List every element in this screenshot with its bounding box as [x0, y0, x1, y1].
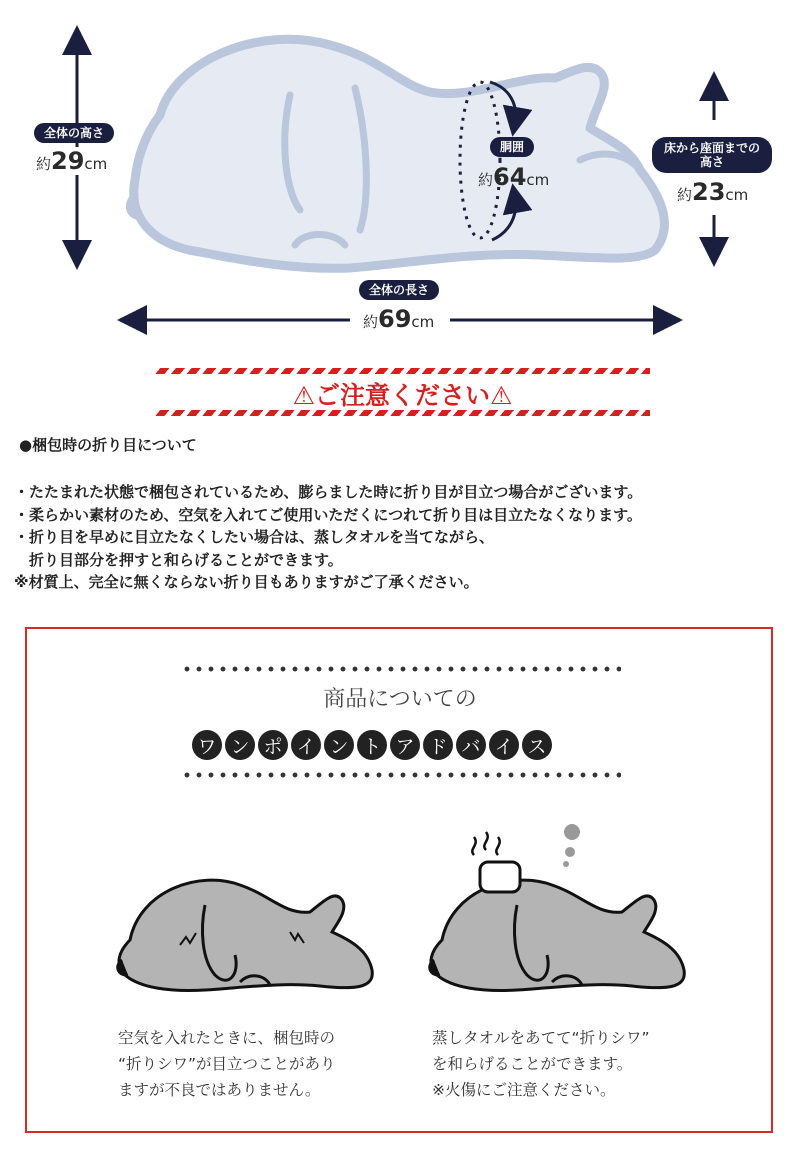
advice-subtitle-char: ン: [225, 730, 255, 760]
length-label: 全体の長さ: [359, 280, 439, 300]
left-caption: 空気を入れたときに、梱包時の “折りシワ”が目立つことがあり ますが不良ではありません。: [118, 1029, 336, 1099]
advice-subtitle: [192, 730, 552, 760]
seat-height-label: 床から座面までの 高さ: [652, 137, 772, 173]
right-caption: 蒸しタオルをあてて“折りシワ” を和らげることができます。 ※火傷にご注意ください。: [432, 1029, 650, 1099]
height-value: 約29cm: [36, 147, 108, 175]
caution-note-line: ・柔らかい素材のため、空気を入れてご使用いただくにつれて折り目は目立たなくなります。: [14, 505, 642, 524]
advice-subtitle-char: ス: [522, 730, 552, 760]
plush-creased-illustration: [110, 860, 380, 1000]
advice-dots-top: [181, 663, 621, 675]
girth-value: 約64cm: [478, 163, 550, 191]
caution-heading: ●梱包時の折り目について: [19, 436, 197, 454]
advice-subtitle-char: ワ: [192, 730, 222, 760]
thought-bubble-icon: [564, 824, 580, 840]
pillow-silhouette: [134, 39, 665, 268]
length-value: 約69cm: [363, 305, 435, 333]
caution-title: ご注意ください: [314, 381, 490, 410]
warning-icon-right: ⚠: [490, 381, 513, 410]
caution-note-line: ※材質上、完全に無くならない折り目もありますがご了承ください。: [14, 573, 479, 591]
plush-steam-towel-illustration: [420, 820, 700, 1000]
steam-icon: [472, 832, 499, 855]
warning-icon-left: ⚠: [292, 381, 315, 410]
caution-note-line: 折り目部分を押すと和らげることができます。: [14, 550, 343, 569]
advice-subtitle-char: ド: [423, 730, 453, 760]
advice-subtitle-char: ン: [324, 730, 354, 760]
seat-height-value: 約23cm: [677, 178, 749, 206]
advice-subtitle-char: ポ: [258, 730, 288, 760]
girth-label: 胴囲: [490, 137, 534, 157]
caution-note-line: ・たたまれた状態で梱包されているため、膨らました時に折り目が目立つ場合がございます。: [14, 483, 643, 501]
advice-dots-bottom: [181, 769, 621, 781]
caution-banner: [155, 368, 650, 416]
advice-subtitle-char: バ: [456, 730, 486, 760]
steam-towel: [480, 862, 520, 892]
height-label: 全体の高さ: [34, 123, 114, 143]
advice-subtitle-char: イ: [489, 730, 519, 760]
advice-subtitle-char: ア: [390, 730, 420, 760]
caution-notes: [14, 481, 642, 594]
caution-note-line: ・折り目を早めに目立たなくしたい場合は、蒸しタオルを当てながら、: [14, 528, 495, 546]
advice-subtitle-char: イ: [291, 730, 321, 760]
advice-title: 商品についての: [323, 687, 477, 712]
advice-subtitle-char: ト: [357, 730, 387, 760]
